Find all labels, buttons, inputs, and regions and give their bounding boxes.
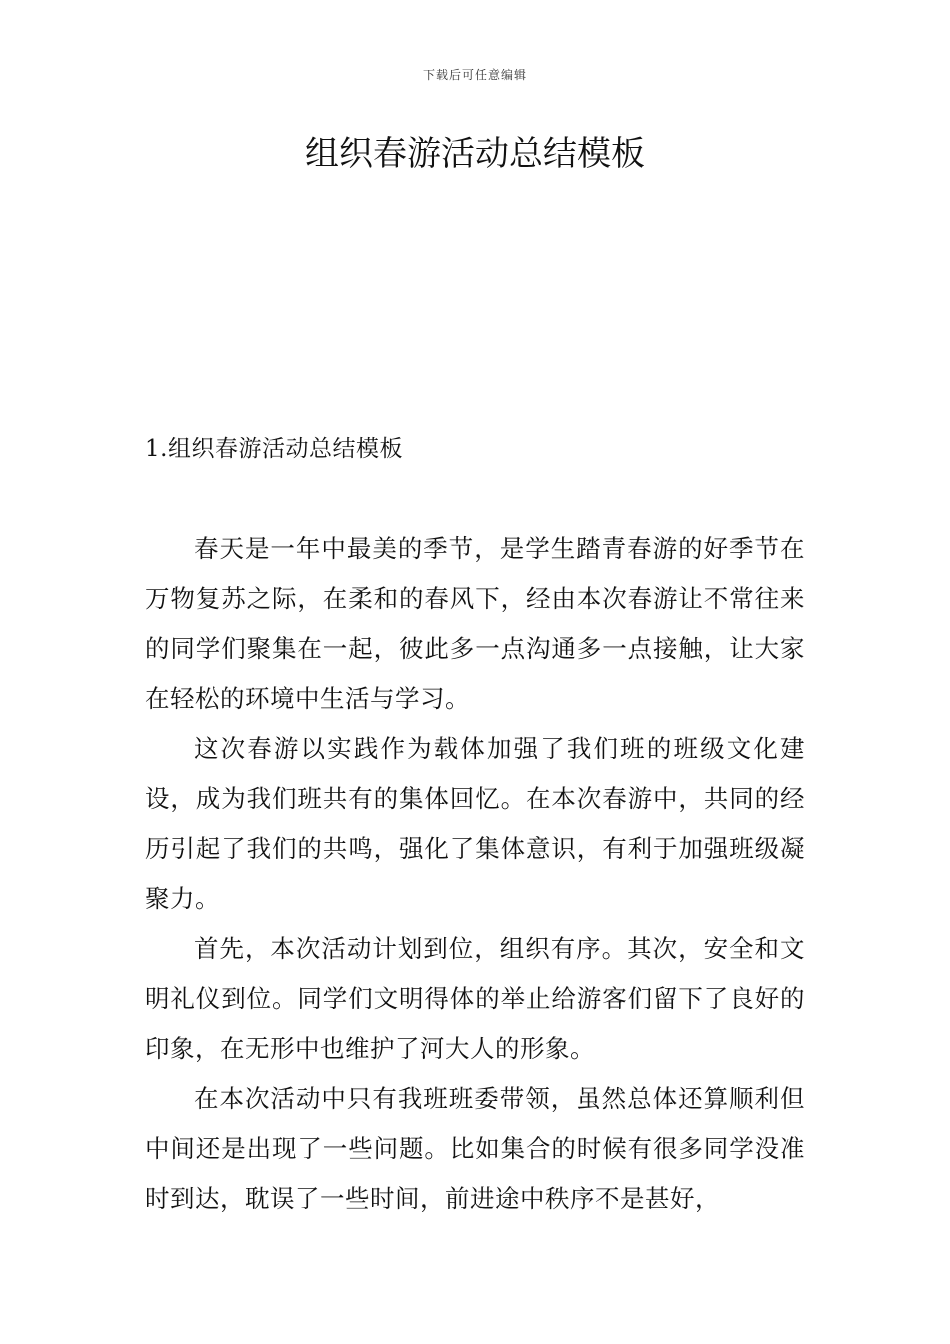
header-note: 下载后可任意编辑 <box>422 68 527 82</box>
paragraph-3: 首先，本次活动计划到位，组织有序。其次，安全和文明礼仪到位。同学们文明得体的举止给游客们留下了良好的印象，在无形中也维护了河大人的形象。 <box>145 934 805 1063</box>
paragraph-4: 在本次活动中只有我班班委带领，虽然总体还算顺利但中间还是出现了一些问题。比如集合的时候有很多同学没准时到达，耽误了一些时间，前进途中秩序不是甚好， <box>145 1084 805 1213</box>
document-body <box>145 524 805 1224</box>
paragraph-2: 这次春游以实践作为载体加强了我们班的班级文化建设，成为我们班共有的集体回忆。在本次春游中，共同的经历引起了我们的共鸣，强化了集体意识，有利于加强班级凝聚力。 <box>145 734 805 913</box>
document-title: 组织春游活动总结模板 <box>305 134 645 174</box>
section-heading: 1.组织春游活动总结模板 <box>145 436 403 462</box>
paragraph-1: 春天是一年中最美的季节，是学生踏青春游的好季节在万物复苏之际，在柔和的春风下，经由本次春游让不常往来的同学们聚集在一起，彼此多一点沟通多一点接触，让大家在轻松的环境中生活与学习。 <box>145 534 805 713</box>
